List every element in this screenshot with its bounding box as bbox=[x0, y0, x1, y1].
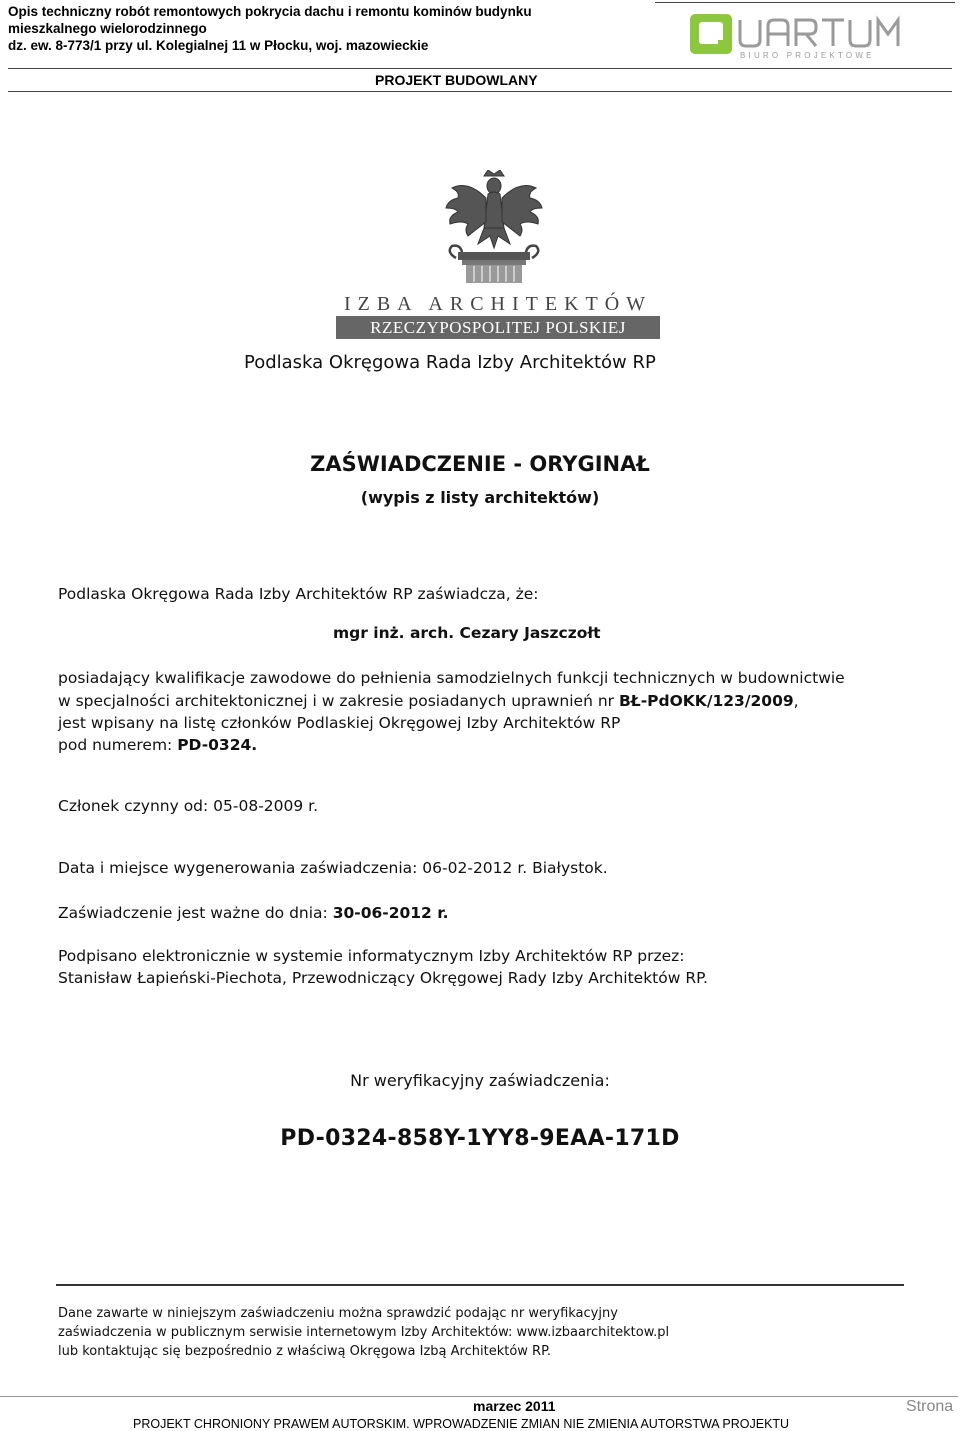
member-number: PD-0324. bbox=[177, 736, 258, 754]
paragraph-line-2-text: w specjalności architektonicznej i w zakresie posiadanych uprawnień nr bbox=[58, 692, 619, 710]
logo-subtext: BIURO PROJEKTOWE bbox=[740, 51, 875, 60]
quartum-logo bbox=[690, 12, 910, 60]
page-footer-divider bbox=[0, 1396, 958, 1397]
council-name: Podlaska Okręgowa Rada Izby Architektów RP bbox=[244, 352, 656, 373]
footer-copyright: PROJEKT CHRONIONY PRAWEM AUTORSKIM. WPROWADZENIE ZMIAN NIE ZMIENIA AUTORSTWA PROJEKTU bbox=[133, 1417, 790, 1431]
paragraph-line-2 bbox=[58, 692, 799, 710]
certificate-intro: Podlaska Okręgowa Rada Izby Architektów RP zaświadcza, że: bbox=[58, 585, 539, 603]
valid-until-date: 30-06-2012 r. bbox=[332, 904, 449, 922]
verification-label: Nr weryfikacyjny zaświadczenia: bbox=[350, 1071, 610, 1090]
note-line-2: zaświadczenia w publicznym serwisie internetowym Izby Architektów: www.izbaarchitektow.pl bbox=[58, 1325, 670, 1340]
valid-until bbox=[58, 904, 449, 922]
header-divider-bottom bbox=[8, 91, 952, 92]
header-title-line-1: Opis techniczny robót remontowych pokrycia dachu i remontu kominów budynku bbox=[8, 4, 532, 19]
signed-line-1: Podpisano elektronicznie w systemie informatycznym Izby Architektów RP przez: bbox=[58, 947, 685, 965]
header-title-line-3: dz. ew. 8-773/1 przy ul. Kolegialnej 11 w Płocku, woj. mazowieckie bbox=[8, 38, 429, 53]
paragraph-line-3: jest wpisany na listę członków Podlaskiej Okręgowej Izby Architektów RP bbox=[58, 714, 621, 732]
note-line-1: Dane zawarte w niniejszym zaświadczeniu można sprawdzić podając nr weryfikacyjny bbox=[58, 1306, 618, 1321]
valid-until-text: Zaświadczenie jest ważne do dnia: bbox=[58, 904, 333, 922]
paragraph-line-1: posiadający kwalifikacje zawodowe do pełnienia samodzielnych funkcji technicznych w budownictwie bbox=[58, 669, 845, 687]
paragraph-line-2-tail: , bbox=[793, 692, 799, 710]
izba-title: IZBA ARCHITEKTÓW bbox=[343, 293, 653, 315]
architect-name: mgr inż. arch. Cezary Jaszczołt bbox=[333, 624, 601, 642]
project-label: PROJEKT BUDOWLANY bbox=[375, 72, 538, 88]
header-title-line-2: mieszkalnego wielorodzinnego bbox=[8, 21, 207, 36]
document-header-title bbox=[8, 3, 648, 54]
header-divider-top bbox=[655, 2, 955, 3]
footer-date: marzec 2011 bbox=[473, 1398, 556, 1414]
header-divider bbox=[8, 68, 952, 69]
certificate-subtitle: (wypis z listy architektów) bbox=[360, 488, 600, 507]
generated-info: Data i miejsce wygenerowania zaświadczenia: 06-02-2012 r. Białystok. bbox=[58, 859, 608, 877]
izba-band: RZECZYPOSPOLITEJ POLSKIEJ bbox=[336, 316, 660, 339]
signed-line-2: Stanisław Łapieński-Piechota, Przewodniczący Okręgowej Rady Izby Architektów RP. bbox=[58, 969, 708, 987]
footnote-divider bbox=[56, 1284, 904, 1286]
paragraph-line-4 bbox=[58, 736, 257, 754]
eagle-emblem-icon bbox=[438, 170, 550, 288]
member-since: Członek czynny od: 05-08-2009 r. bbox=[58, 797, 319, 815]
note-line-3: lub kontaktując się bezpośrednio z właściwą Okręgowa Izbą Architektów RP. bbox=[58, 1344, 552, 1359]
paragraph-line-4-text: pod numerem: bbox=[58, 736, 178, 754]
permit-number: BŁ-PdOKK/123/2009 bbox=[618, 692, 794, 710]
certificate-title: ZAŚWIADCZENIE - ORYGINAŁ bbox=[310, 452, 650, 476]
verification-code: PD-0324-858Y-1YY8-9EAA-171D bbox=[280, 1126, 680, 1151]
footer-page-label: Strona bbox=[906, 1398, 954, 1415]
